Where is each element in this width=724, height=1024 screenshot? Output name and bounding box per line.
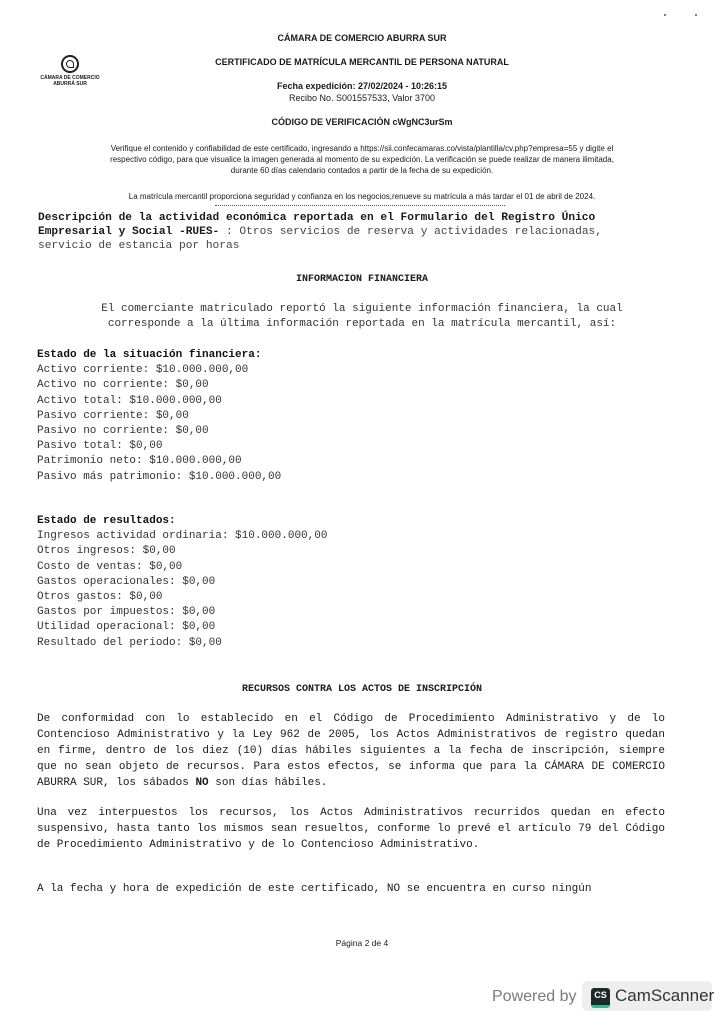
balance-sheet (37, 348, 281, 485)
logo-text-line2: ABURRÁ SUR (53, 81, 87, 87)
results-item: Otros gastos: $0,00 (37, 591, 163, 604)
balance-heading: Estado de la situación financiera: (37, 349, 262, 361)
balance-item: Pasivo más patrimonio: $10.000.000,00 (37, 470, 282, 483)
results-item: Resultado del periodo: $0,00 (37, 636, 222, 649)
results-item: Gastos operacionales: $0,00 (37, 575, 216, 588)
income-statement (37, 514, 327, 651)
verification-notice-line: durante 60 días calendario contados a partir de la fecha de su expedición. (230, 166, 494, 175)
recursos-paragraph-2: Una vez interpuestos los recursos, los Actos Administrativos recurridos quedan en efecto suspensivo, hasta tanto los mismos sean resueltos, conforme lo prevé el artículo 79 del Código de Procedimiento Administrativo y de lo Contencioso Administrativo. (37, 807, 665, 851)
balance-item: Activo corriente: $10.000.000,00 (37, 364, 249, 377)
balance-item: Activo total: $10.000.000,00 (37, 394, 222, 407)
chamber-name: CÁMARA DE COMERCIO ABURRA SUR (277, 33, 447, 43)
financial-section-title: INFORMACION FINANCIERA (295, 274, 429, 285)
activity-value: servicio de estancia por horas (38, 240, 240, 252)
camscanner-logo-icon: CS (591, 988, 610, 1008)
results-item: Gastos por impuestos: $0,00 (37, 606, 216, 619)
recursos-paragraph-1 (37, 711, 665, 791)
dotted-divider (215, 205, 505, 206)
verification-notice-line: Verifique el contenido y confiabilidad de este certificado, ingresando a https://sii.confecamaras.co/vista/plantilla/cv.php?empresa=55 y digite el (110, 144, 614, 153)
balance-item: Activo no corriente: $0,00 (37, 379, 209, 392)
financial-intro-line: corresponde a la última información reportada en la matrícula mercantil, así: (107, 318, 617, 330)
receipt-info: Recibo No. S001557533, Valor 3700 (289, 93, 435, 103)
verification-notice-line: respectivo código, para que visualice la imagen generada al momento de su expedición. La verificación se puede realizar de manera ilimitada, (110, 155, 614, 164)
recursos-text: son días hábiles. (208, 777, 328, 789)
activity-description (38, 211, 688, 253)
activity-label: Empresarial y Social -RUES- (38, 226, 220, 238)
results-item: Ingresos actividad ordinaria: $10.000.000,00 (37, 530, 328, 543)
results-item: Utilidad operacional: $0,00 (37, 621, 216, 634)
results-heading: Estado de resultados: (37, 515, 176, 527)
verification-notice (45, 143, 679, 176)
recursos-paragraph-3: A la fecha y hora de expedición de este certificado, NO se encuentra en curso ningún (37, 883, 592, 895)
balance-item: Pasivo no corriente: $0,00 (37, 425, 209, 438)
balance-item: Pasivo corriente: $0,00 (37, 409, 189, 422)
scan-speck (664, 14, 666, 16)
results-item: Otros ingresos: $0,00 (37, 545, 176, 558)
page-number: Página 2 de 4 (335, 938, 389, 948)
verification-code: CÓDIGO DE VERIFICACIÓN cWgNC3urSm (271, 117, 453, 127)
issue-date: Fecha expedición: 27/02/2024 - 10:26:15 (276, 81, 448, 91)
recursos-emphasis: NO (195, 777, 209, 789)
financial-intro-line: El comerciante matriculado reportó la siguiente información financiera, la cual (101, 303, 623, 315)
recursos-section-title: RECURSOS CONTRA LOS ACTOS DE INSCRIPCIÓN (241, 684, 483, 695)
recursos-text: De conformidad con lo establecido en el Código de Procedimiento Administrativo y de lo Contencioso Administrativo y la Ley 962 de 2005, los Actos Administrativos de registro quedan en firme, dentro de los diez (10) días hábiles siguientes a la fecha de inscripción, siempre que no sean objeto de recursos. Para estos efectos, se informa que para la CÁMARA DE COMERCIO ABURRA SUR, los sábados (37, 713, 665, 789)
scan-speck (695, 14, 697, 16)
camscanner-brand: CamScanner (615, 986, 715, 1005)
balance-item: Patrimonio neto: $10.000.000,00 (37, 455, 242, 468)
activity-label: Descripción de la actividad económica reportada en el Formulario del Registro Único (38, 212, 596, 224)
financial-intro (55, 302, 669, 332)
activity-value: : Otros servicios de reserva y actividades relacionadas, (219, 226, 602, 238)
renewal-notice: La matrícula mercantil proporciona seguridad y confianza en los negocios,renueve su matrícula a más tardar el 01 de abril de 2024. (128, 192, 596, 201)
certificate-title: CERTIFICADO DE MATRÍCULA MERCANTIL DE PERSONA NATURAL (215, 57, 509, 67)
balance-item: Pasivo total: $0,00 (37, 440, 163, 453)
results-item: Costo de ventas: $0,00 (37, 560, 183, 573)
powered-by-text: Powered by (492, 988, 577, 1005)
logo-text-line1: CÁMARA DE COMERCIO (40, 75, 100, 81)
